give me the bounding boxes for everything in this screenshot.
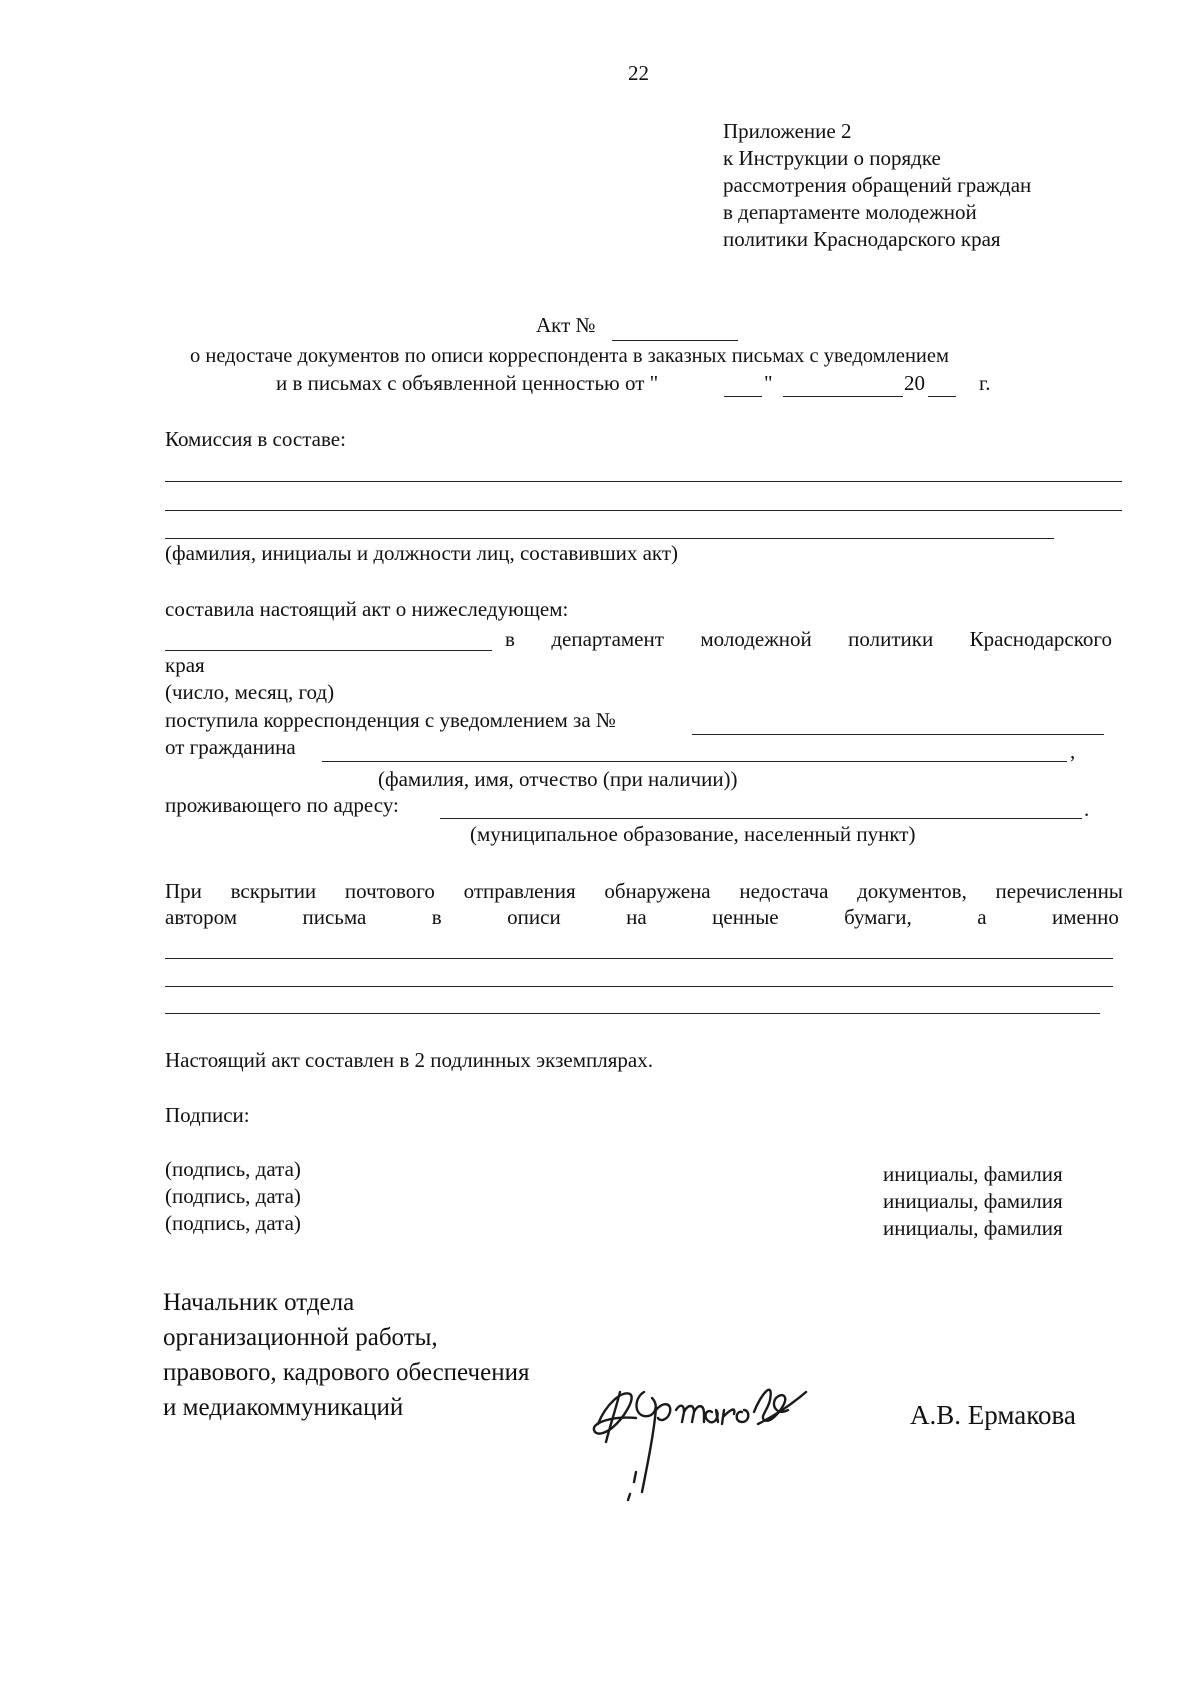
commission-label: Комиссия в составе: <box>165 427 346 451</box>
appendix-line: Приложение 2 <box>723 119 852 143</box>
word: документов, <box>857 879 967 903</box>
word: молодежной <box>700 627 812 651</box>
handwritten-signature <box>584 1352 824 1502</box>
act-title: Акт № <box>536 313 596 337</box>
word: а <box>977 905 987 929</box>
word: автором <box>165 905 238 929</box>
comma: , <box>1070 739 1076 763</box>
word: почтового <box>344 879 435 903</box>
word: бумаги, <box>844 905 912 929</box>
missing-docs-line <box>165 1013 1100 1014</box>
commission-line <box>165 481 1122 482</box>
dept-line <box>505 626 1112 652</box>
word: именно <box>1052 905 1119 929</box>
position-line: и медиакоммуникаций <box>163 1394 404 1421</box>
word: ценные <box>712 905 779 929</box>
citizen-blank <box>322 761 1067 762</box>
act-subtitle: о недостаче документов по описи корреспондента в заказных письмах с уведомлением <box>190 345 949 367</box>
author-line <box>165 904 1122 930</box>
from-citizen-text: от гражданина <box>165 735 296 759</box>
composed-text: составила настоящий акт о нижеследующем: <box>165 597 569 621</box>
received-text: поступила корреспонденция с уведомлением за № <box>165 708 616 732</box>
signature-left: (подпись, дата) <box>165 1184 301 1208</box>
word: Краснодарского <box>969 627 1112 651</box>
opening-line <box>165 878 1123 904</box>
signature-right: инициалы, фамилия <box>883 1189 1063 1213</box>
act-subtitle-date: и в письмах с объявленной ценностью от " <box>276 371 659 395</box>
signature-left: (подпись, дата) <box>165 1157 301 1181</box>
word: вскрытии <box>230 879 317 903</box>
residing-text: проживающего по адресу: <box>165 793 399 817</box>
number-blank <box>692 734 1104 735</box>
word: письма <box>302 905 367 929</box>
signature-left: (подпись, дата) <box>165 1211 301 1235</box>
appendix-line: рассмотрения обращений граждан <box>723 173 1032 197</box>
position-line: организационной работы, <box>163 1324 438 1351</box>
missing-docs-line <box>165 958 1113 959</box>
period: . <box>1084 797 1090 821</box>
quote-close: " <box>764 371 773 395</box>
year-blank <box>928 396 956 397</box>
word: политики <box>848 627 934 651</box>
signatures-label: Подписи: <box>165 1103 250 1127</box>
signature-right: инициалы, фамилия <box>883 1216 1063 1240</box>
appendix-line: к Инструкции о порядке <box>723 146 941 170</box>
copies-text: Настоящий акт составлен в 2 подлинных экземплярах. <box>165 1048 653 1072</box>
word: отправления <box>463 879 576 903</box>
commission-hint: (фамилия, инициалы и должности лиц, составивших акт) <box>165 541 679 565</box>
month-blank <box>783 396 903 397</box>
missing-docs-line <box>165 986 1113 987</box>
address-blank <box>440 818 1082 819</box>
appendix-line: политики Краснодарского края <box>723 227 1001 251</box>
word: перечисленны <box>995 879 1123 903</box>
word: в <box>431 905 442 929</box>
word: на <box>626 905 647 929</box>
word: департамент <box>551 627 664 651</box>
signer-name: А.В. Ермакова <box>910 1400 1076 1430</box>
word: в <box>505 627 515 651</box>
region-text: края <box>165 653 205 677</box>
act-number-blank <box>612 340 738 341</box>
word: обнаружена <box>604 879 711 903</box>
year-prefix: 20 <box>904 371 925 395</box>
word: описи <box>507 905 561 929</box>
page-number: 22 <box>628 61 649 85</box>
word: недостача <box>739 879 829 903</box>
date-hint: (число, месяц, год) <box>165 680 335 704</box>
date-blank <box>165 650 492 651</box>
commission-line <box>165 538 1054 539</box>
year-suffix: г. <box>979 371 991 395</box>
word: При <box>165 879 202 903</box>
appendix-line: в департаменте молодежной <box>723 200 977 224</box>
commission-line <box>165 510 1122 511</box>
address-hint: (муниципальное образование, населенный пункт) <box>470 822 916 846</box>
fio-hint: (фамилия, имя, отчество (при наличии)) <box>378 767 738 791</box>
position-line: правового, кадрового обеспечения <box>163 1359 530 1386</box>
day-blank <box>724 396 762 397</box>
signature-right: инициалы, фамилия <box>883 1162 1063 1186</box>
position-line: Начальник отдела <box>163 1289 355 1316</box>
